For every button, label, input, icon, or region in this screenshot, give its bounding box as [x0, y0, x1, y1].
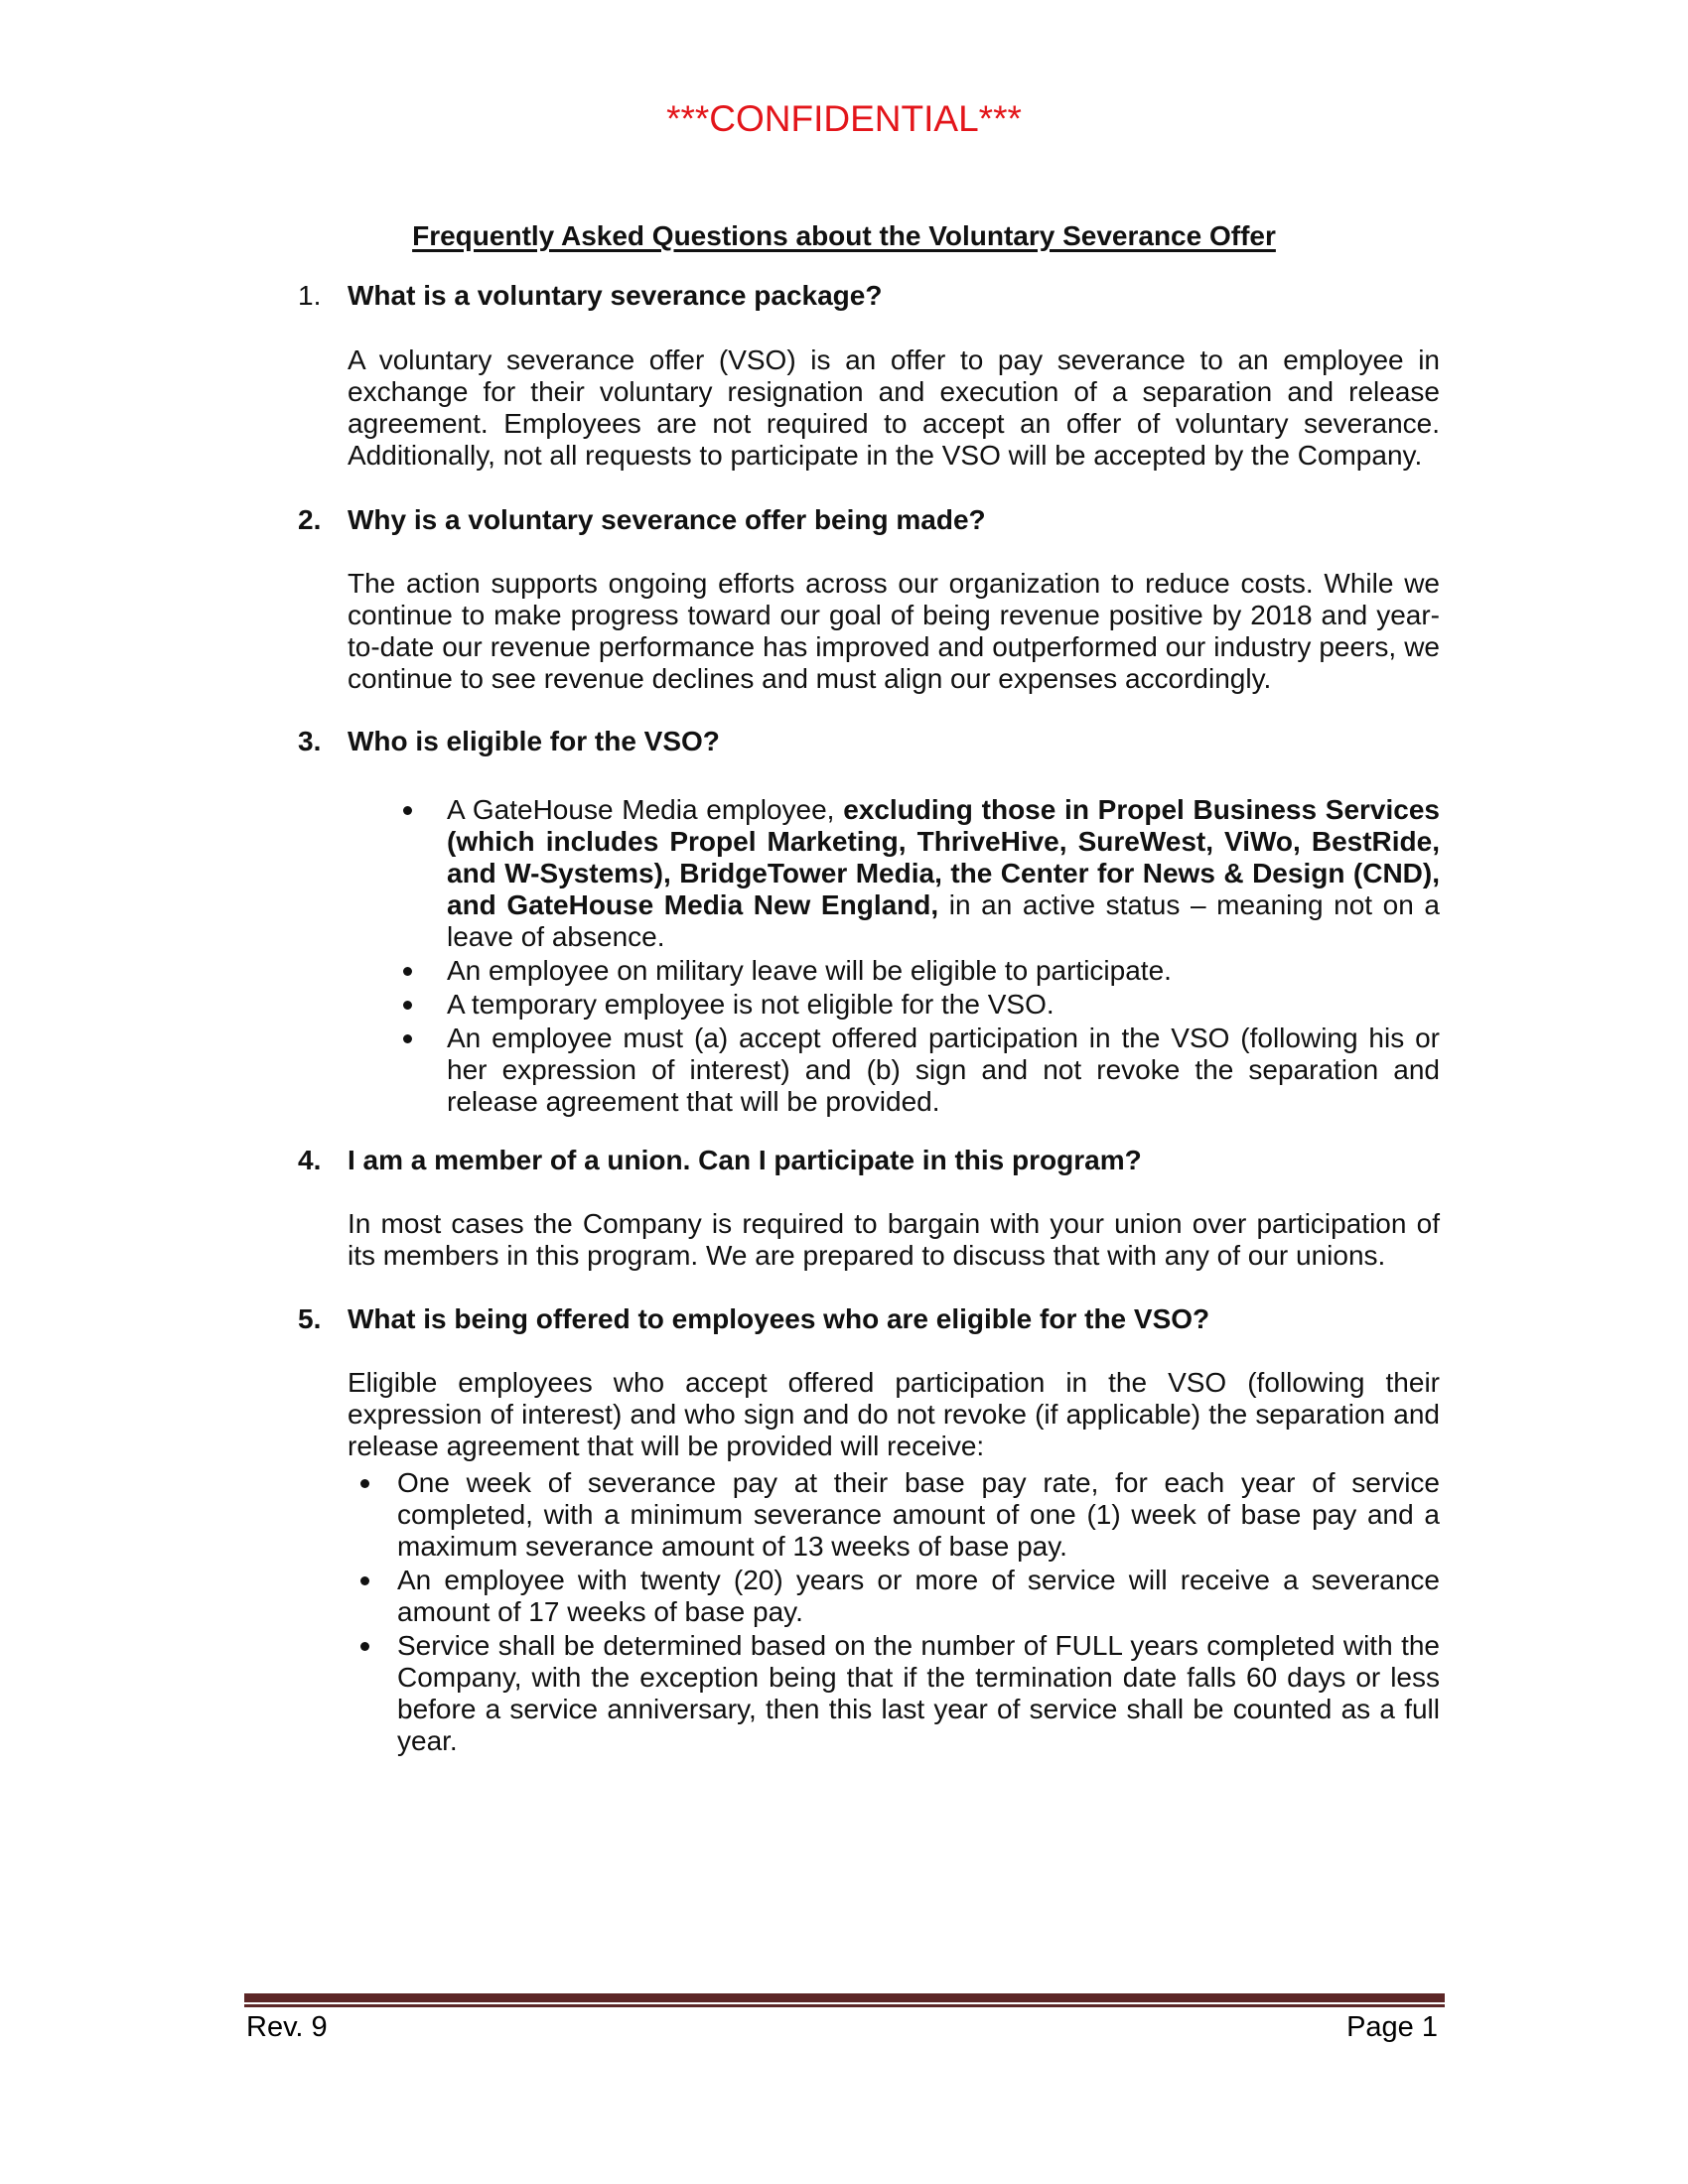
bullet-item: [447, 955, 1440, 987]
question-number: 5.: [298, 1303, 322, 1334]
page-number: Page 1: [1346, 2011, 1438, 2043]
bullet-item: [447, 794, 1440, 953]
question-number: 1.: [298, 280, 322, 311]
bullet-text-prefix: A GateHouse Media employee,: [447, 794, 844, 825]
question-number: 4.: [298, 1145, 322, 1175]
bullet-icon: [360, 1642, 369, 1651]
bullet-text-bold: excluding those in Propel Business Services (which includes Propel Marketing, ThriveHive, SureWest, ViWo, BestRide, and W-Systems), BridgeTower Media, the Center for News & Design (CND), and GateHouse Media New England,: [447, 794, 1441, 920]
question-heading: What is a voluntary severance package?: [348, 280, 883, 311]
question-heading: What is being offered to employees who are eligible for the VSO?: [348, 1303, 1210, 1334]
document-title: Frequently Asked Questions about the Voluntary Severance Offer: [412, 220, 1276, 251]
bullet-icon: [403, 806, 412, 815]
offer-bullet-list: [397, 1467, 1440, 1757]
bullet-text: An employee with twenty (20) years or more of service will receive a severance amount of 17 weeks of base pay.: [397, 1565, 1440, 1627]
question-number: 2.: [298, 504, 322, 535]
eligibility-bullet-list: [447, 794, 1440, 1118]
bullet-item: [397, 1467, 1440, 1563]
bullet-item: [447, 989, 1440, 1021]
bullet-item: [397, 1630, 1440, 1757]
answer-paragraph: Eligible employees who accept offered participation in the VSO (following their expression of interest) and who sign and do not revoke (if applicable) the separation and release agreement that will be provided will receive:: [348, 1367, 1440, 1461]
bullet-icon: [403, 1001, 412, 1010]
bullet-text-suffix: in an active status – meaning not on a leave of absence.: [447, 889, 1440, 952]
bullet-icon: [403, 967, 412, 976]
question-number: 3.: [298, 726, 322, 756]
revision-label: Rev. 9: [246, 2011, 328, 2043]
bullet-text: A temporary employee is not eligible for the VSO.: [447, 989, 1055, 1020]
bullet-item: [397, 1565, 1440, 1628]
footer-rule-thick: [244, 1993, 1445, 2002]
bullet-icon: [403, 1034, 412, 1043]
answer-paragraph: The action supports ongoing efforts across our organization to reduce costs. While we continue to make progress toward our goal of being revenue positive by 2018 and year-to-date our revenue performance has improved and outperformed our industry peers, we continue to see revenue declines and must align our expenses accordingly.: [348, 568, 1440, 694]
question-heading: I am a member of a union. Can I participate in this program?: [348, 1145, 1142, 1175]
bullet-icon: [360, 1479, 369, 1488]
bullet-text: An employee on military leave will be eligible to participate.: [447, 955, 1172, 986]
bullet-text: An employee must (a) accept offered participation in the VSO (following his or her expression of interest) and (b) sign and not revoke the separation and release agreement that will be provided.: [447, 1023, 1440, 1117]
bullet-text: One week of severance pay at their base pay rate, for each year of service completed, with a minimum severance amount of one (1) week of base pay and a maximum severance amount of 13 weeks of base pay.: [397, 1467, 1440, 1562]
bullet-text: Service shall be determined based on the number of FULL years completed with the Company, with the exception being that if the termination date falls 60 days or less before a service anniversary, then this last year of service shall be counted as a full year.: [397, 1630, 1440, 1756]
question-heading: Who is eligible for the VSO?: [348, 726, 720, 756]
answer-paragraph: A voluntary severance offer (VSO) is an offer to pay severance to an employee in exchange for their voluntary resignation and execution of a separation and release agreement. Employees are not required to accept an offer of voluntary severance. Additionally, not all requests to participate in the VSO will be accepted by the Company.: [348, 344, 1440, 471]
bullet-item: [447, 1023, 1440, 1118]
bullet-icon: [360, 1576, 369, 1585]
answer-paragraph: In most cases the Company is required to bargain with your union over participation of its members in this program. We are prepared to discuss that with any of our unions.: [348, 1208, 1440, 1271]
question-heading: Why is a voluntary severance offer being made?: [348, 504, 986, 535]
confidential-banner: ***CONFIDENTIAL***: [666, 98, 1022, 139]
footer-rule-thin: [244, 2004, 1445, 2007]
